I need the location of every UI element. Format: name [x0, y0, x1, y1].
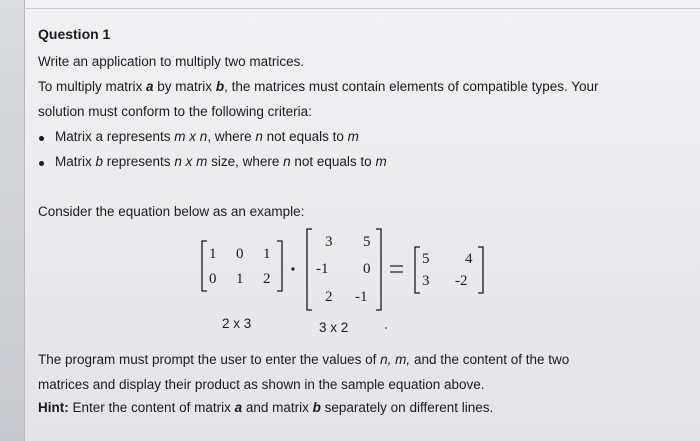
matrix-b-cell: 5 — [363, 234, 371, 250]
matrix-a-cell: 1 — [236, 271, 244, 287]
hint-line: Hint: Enter the content of matrix a and matrix b separately on different lines. — [38, 400, 494, 415]
matrix-b-cell: 3 — [325, 234, 333, 250]
matrix-b-cell: -1 — [355, 289, 368, 305]
footer-line-2: matrices and display their product as shown in the sample equation above. — [38, 377, 485, 392]
matrix-b-cell: -1 — [316, 261, 329, 277]
matrix-a-cell: 0 — [209, 271, 217, 287]
question-title: Question 1 — [38, 26, 111, 42]
result-cell: 4 — [465, 251, 473, 267]
matrix-a-cell: 1 — [209, 246, 217, 262]
matrix-b-size: 3 x 2 — [319, 320, 349, 335]
instruction-line-2: To multiply matrix a by matrix b, the matrices must contain elements of compatible types. Your — [38, 79, 599, 94]
example-intro: Consider the equation below as an example: — [38, 204, 305, 219]
matrix-a-cell: 2 — [263, 271, 271, 287]
matrix-a-size: 2 x 3 — [222, 316, 252, 331]
multiply-dot — [291, 267, 294, 270]
criteria-item-1: Matrix a represents m x n, where n not equals to m — [55, 129, 359, 144]
matrix-b-cell: 0 — [363, 261, 371, 277]
matrix-a-cell: 0 — [236, 246, 244, 262]
footer-line-1: The program must prompt the user to enter the values of n, m, and the content of the two — [38, 352, 570, 367]
instruction-line-3: solution must conform to the following criteria: — [38, 104, 312, 119]
result-cell: 3 — [422, 273, 430, 289]
result-cell: -2 — [455, 273, 468, 289]
matrix-b-cell: 2 — [325, 289, 333, 305]
instruction-line-1: Write an application to multiply two matrices. — [38, 54, 305, 69]
criteria-item-2: Matrix b represents n x m size, where n not equals to m — [55, 154, 387, 169]
result-cell: 5 — [422, 251, 430, 267]
matrix-a-cell: 1 — [263, 246, 271, 262]
